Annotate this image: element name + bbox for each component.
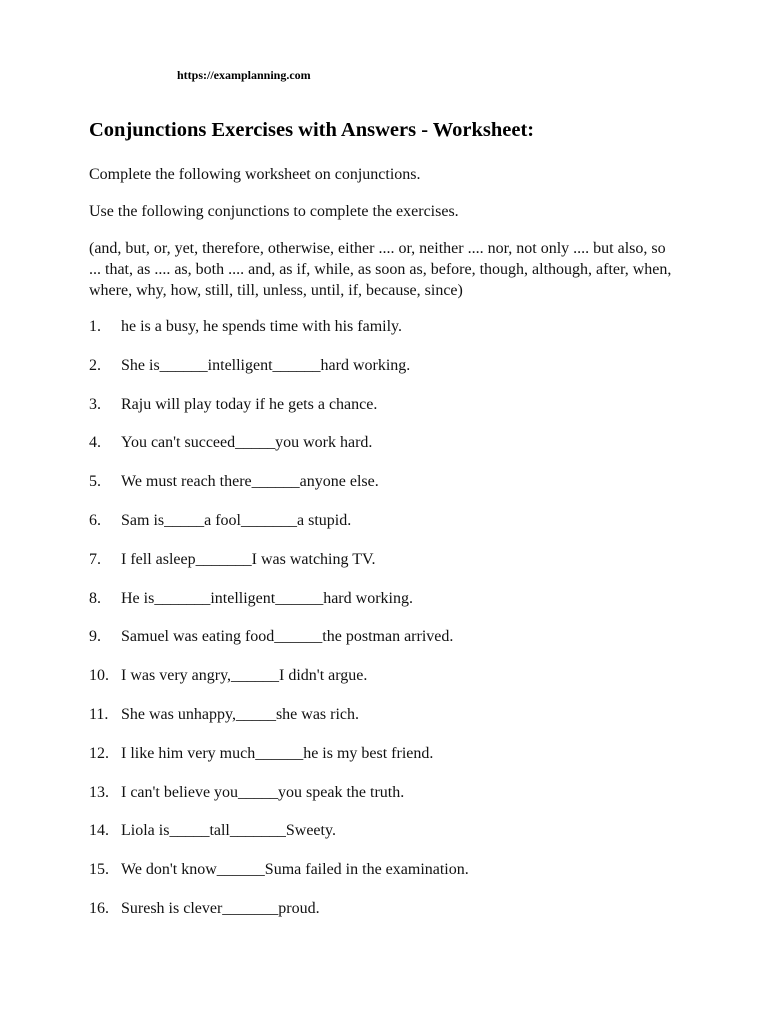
exercise-number: 15. xyxy=(89,861,109,879)
site-url[interactable]: https://examplanning.com xyxy=(177,68,311,82)
exercise-list xyxy=(89,317,679,938)
exercise-number: 16. xyxy=(89,899,109,917)
exercise-text: I can't believe you_____you speak the truth. xyxy=(121,783,405,801)
exercise-number: 10. xyxy=(89,667,109,685)
exercise-item xyxy=(89,783,679,822)
exercise-text: Suresh is clever_______proud. xyxy=(121,899,320,917)
exercise-item xyxy=(89,433,679,472)
exercise-text: She is______intelligent______hard working. xyxy=(121,356,411,374)
exercise-item xyxy=(89,511,679,550)
exercise-text: She was unhappy,_____she was rich. xyxy=(121,705,360,723)
exercise-item xyxy=(89,550,679,589)
exercise-item xyxy=(89,744,679,783)
exercise-item xyxy=(89,666,679,705)
exercise-text: I was very angry,______I didn't argue. xyxy=(121,667,368,685)
exercise-item xyxy=(89,821,679,860)
exercise-text: We must reach there______anyone else. xyxy=(121,473,379,491)
exercise-text: he is a busy, he spends time with his family. xyxy=(121,318,402,335)
exercise-item xyxy=(89,899,679,938)
exercise-item xyxy=(89,356,679,395)
exercise-text: I fell asleep_______I was watching TV. xyxy=(121,550,376,568)
exercise-text: He is_______intelligent______hard working. xyxy=(121,589,413,607)
exercise-item xyxy=(89,395,679,434)
exercise-number: 13. xyxy=(89,783,109,801)
exercise-text: Liola is_____tall_______Sweety. xyxy=(121,822,336,840)
exercise-number: 6. xyxy=(89,511,101,529)
exercise-number: 8. xyxy=(89,589,101,607)
page-title: Conjunctions Exercises with Answers - Worksheet: xyxy=(89,119,535,141)
exercise-number: 9. xyxy=(89,628,101,646)
exercise-item xyxy=(89,860,679,899)
exercise-number: 5. xyxy=(89,473,101,491)
exercise-item xyxy=(89,705,679,744)
intro-text: Complete the following worksheet on conjunctions. xyxy=(89,166,421,183)
exercise-item xyxy=(89,589,679,628)
exercise-text: Sam is_____a fool_______a stupid. xyxy=(121,511,352,529)
exercise-text: Raju will play today if he gets a chance. xyxy=(121,395,378,413)
exercise-number: 3. xyxy=(89,395,101,413)
exercise-item xyxy=(89,317,679,356)
exercise-text: We don't know______Suma failed in the examination. xyxy=(121,861,469,879)
exercise-item xyxy=(89,472,679,511)
exercise-number: 7. xyxy=(89,550,101,568)
exercise-number: 2. xyxy=(89,356,101,374)
exercise-number: 14. xyxy=(89,822,109,840)
exercise-item xyxy=(89,627,679,666)
instruction-text: Use the following conjunctions to complete the exercises. xyxy=(89,203,459,220)
exercise-number: 11. xyxy=(89,705,109,723)
conjunction-list: (and, but, or, yet, therefore, otherwise, either .... or, neither .... nor, not only .... but also, so ... that, as .... as, both .... and, as if, while, as soon as, before, though, although, after, when, where, why, how, still, till, unless, until, if, because, since) xyxy=(89,240,672,299)
exercise-text: You can't succeed_____you work hard. xyxy=(121,434,373,452)
exercise-number: 1. xyxy=(89,318,101,335)
exercise-number: 4. xyxy=(89,434,101,452)
exercise-text: Samuel was eating food______the postman arrived. xyxy=(121,628,454,646)
exercise-number: 12. xyxy=(89,744,109,762)
exercise-text: I like him very much______he is my best friend. xyxy=(121,744,434,762)
